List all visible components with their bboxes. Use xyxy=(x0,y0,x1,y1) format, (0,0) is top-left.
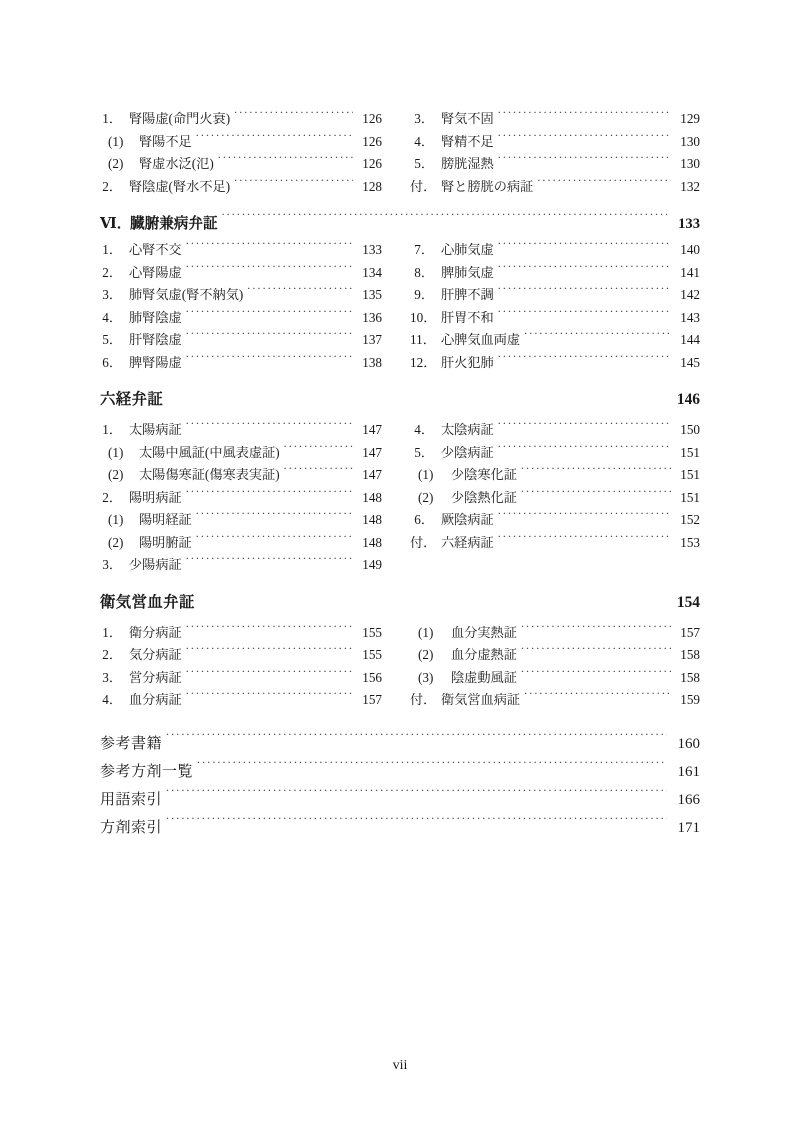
page-number: 126 xyxy=(362,111,382,126)
page-number: 155 xyxy=(362,647,382,662)
dot-leader xyxy=(186,646,353,659)
dot-leader xyxy=(186,556,353,569)
page-number: 141 xyxy=(680,264,700,280)
toc-entry[interactable] xyxy=(410,329,700,352)
table-of-contents xyxy=(100,108,700,842)
page-number: 151 xyxy=(680,444,700,460)
entry-label: 心脾気血両虚 xyxy=(441,332,521,347)
page-number: 147 xyxy=(362,422,382,437)
spacer xyxy=(100,198,700,204)
entry-number: 1． xyxy=(102,624,122,640)
entry-number: 4． xyxy=(102,692,122,707)
entry-number: (2) xyxy=(108,467,124,482)
toc-block-vi xyxy=(100,239,700,374)
entry-label: 太陰病証 xyxy=(441,422,494,437)
entry-label: 衛気営血病証 xyxy=(441,692,521,707)
toc-entry[interactable] xyxy=(100,644,382,667)
entry-number: (1) xyxy=(418,467,434,482)
toc-column-left xyxy=(100,108,400,198)
entry-label: 少陰熱化証 xyxy=(451,489,517,505)
page-number: 157 xyxy=(362,692,382,707)
toc-entry[interactable] xyxy=(410,307,700,330)
dot-leader xyxy=(186,263,353,276)
dot-leader xyxy=(186,691,353,704)
page-number: 153 xyxy=(680,534,700,550)
section-heading-vi[interactable] xyxy=(100,209,700,239)
page-number: 147 xyxy=(362,444,382,460)
dot-leader xyxy=(498,132,671,145)
section-heading-rokkeibensho[interactable] xyxy=(100,383,700,417)
entry-label: 太陽傷寒証(傷寒表実証) xyxy=(139,467,280,482)
dot-leader xyxy=(186,623,353,636)
page-number: 157 xyxy=(680,624,700,640)
entry-number: 付． xyxy=(410,692,437,707)
page-number: 158 xyxy=(680,669,700,685)
dot-leader xyxy=(498,110,671,123)
entry-number: 1． xyxy=(102,422,122,437)
page-number: 126 xyxy=(362,133,382,149)
page-number: 130 xyxy=(680,133,700,149)
entry-label: 腎精不足 xyxy=(441,133,494,149)
entry-label: 膀胱湿熱 xyxy=(441,156,494,171)
entry-label: 腎陰虚(腎水不足) xyxy=(129,178,231,194)
page-number: 148 xyxy=(362,512,382,527)
dot-leader xyxy=(498,533,671,546)
page-number: 144 xyxy=(680,332,700,347)
page-number: 151 xyxy=(680,489,700,505)
page-number: 137 xyxy=(362,332,382,347)
entry-label: 陰虚動風証 xyxy=(451,669,517,685)
toc-entry[interactable] xyxy=(100,689,382,712)
entry-label: 腎虚水泛(氾) xyxy=(139,156,214,171)
page-number: 145 xyxy=(680,354,700,370)
toc-entry[interactable] xyxy=(100,307,382,330)
backmatter-entry[interactable] xyxy=(100,786,700,814)
entry-number: 9． xyxy=(414,287,434,302)
page-number: 129 xyxy=(680,111,700,126)
dot-leader xyxy=(284,466,353,479)
page-number: 148 xyxy=(362,489,382,505)
toc-entry[interactable] xyxy=(100,153,382,176)
toc-entry[interactable] xyxy=(410,352,700,375)
entry-label: 腎陽虚(命門火衰) xyxy=(129,111,231,126)
entry-label: 脾腎陽虚 xyxy=(129,354,182,370)
dot-leader xyxy=(498,263,671,276)
toc-entry[interactable] xyxy=(410,644,700,667)
section-label: 衛気営血弁証 xyxy=(100,593,195,611)
toc-column-right xyxy=(400,108,700,198)
entry-label: 気分病証 xyxy=(129,647,182,662)
page-number: 136 xyxy=(362,309,382,325)
backmatter-entry[interactable] xyxy=(100,758,700,786)
entry-label: 腎と膀胱の病証 xyxy=(441,178,534,194)
page-number: 148 xyxy=(362,534,382,550)
dot-leader xyxy=(498,443,671,456)
section-label: 臓腑兼病弁証 xyxy=(130,216,218,232)
entry-label: 血分実熱証 xyxy=(451,624,517,640)
toc-entry[interactable] xyxy=(410,689,700,712)
page-number: 166 xyxy=(677,791,700,808)
entry-number: 4． xyxy=(414,422,434,437)
toc-entry[interactable] xyxy=(100,419,382,442)
page-number: 171 xyxy=(677,819,700,836)
toc-column-left xyxy=(100,419,400,577)
toc-column-right xyxy=(400,622,700,712)
entry-number: 8． xyxy=(414,264,434,280)
dot-leader xyxy=(167,389,667,404)
dot-leader xyxy=(199,591,667,606)
dot-leader xyxy=(186,308,353,321)
entry-number: 1． xyxy=(102,111,122,126)
page-number: 130 xyxy=(680,156,700,171)
entry-label: 心腎陽虚 xyxy=(129,264,182,280)
dot-leader xyxy=(186,421,353,434)
toc-column-right xyxy=(400,419,700,577)
entry-number: 4． xyxy=(414,133,434,149)
entry-label: 肝胃不和 xyxy=(441,309,494,325)
toc-entry[interactable] xyxy=(100,622,382,645)
page-number: 149 xyxy=(362,557,382,572)
entry-number: 2． xyxy=(102,264,122,280)
entry-label: 陽明病証 xyxy=(129,489,182,505)
dot-leader xyxy=(537,177,671,190)
page-number: 140 xyxy=(680,242,700,257)
page-number: 159 xyxy=(680,692,700,707)
toc-entry[interactable] xyxy=(410,464,700,487)
toc-block-eiki xyxy=(100,622,700,712)
entry-number: (1) xyxy=(418,624,434,640)
dot-leader xyxy=(498,155,671,168)
dot-leader xyxy=(186,353,353,366)
toc-entry[interactable] xyxy=(410,442,700,465)
section-heading-eikieiketsu[interactable] xyxy=(100,586,700,620)
toc-entry[interactable] xyxy=(410,532,700,555)
dot-leader xyxy=(524,331,671,344)
dot-leader xyxy=(247,286,353,299)
entry-label: 腎気不固 xyxy=(441,111,494,126)
dot-leader xyxy=(186,241,353,254)
toc-entry[interactable] xyxy=(100,329,382,352)
dot-leader xyxy=(234,177,353,190)
entry-number: (2) xyxy=(108,156,124,171)
toc-entry[interactable] xyxy=(410,176,700,199)
dot-leader xyxy=(166,789,667,804)
dot-leader xyxy=(186,668,353,681)
page-number: 161 xyxy=(677,763,700,780)
dot-leader xyxy=(498,421,671,434)
toc-entry[interactable] xyxy=(410,622,700,645)
toc-block-rokkei xyxy=(100,419,700,577)
page-number: 126 xyxy=(362,156,382,171)
toc-entry[interactable] xyxy=(410,131,700,154)
dot-leader xyxy=(498,511,671,524)
toc-entry[interactable] xyxy=(100,176,382,199)
entry-label: 衛分病証 xyxy=(129,624,182,640)
entry-label: 参考書籍 xyxy=(100,735,163,752)
dot-leader xyxy=(284,443,353,456)
dot-leader xyxy=(234,110,353,123)
entry-number: 6． xyxy=(102,354,122,370)
toc-entry[interactable] xyxy=(100,464,382,487)
section-label: 六経弁証 xyxy=(100,391,164,408)
entry-label: 脾肺気虚 xyxy=(441,264,494,280)
page-number: 158 xyxy=(680,647,700,662)
toc-entry[interactable] xyxy=(410,284,700,307)
dot-leader xyxy=(498,241,671,254)
dot-leader xyxy=(196,132,353,145)
dot-leader xyxy=(186,331,353,344)
page-number: 147 xyxy=(362,467,382,482)
entry-number: 11． xyxy=(410,332,436,347)
page-number: 150 xyxy=(680,422,700,437)
entry-label: 肺腎陰虚 xyxy=(129,309,182,325)
entry-number: 2． xyxy=(102,489,122,505)
entry-label: 参考方剤一覧 xyxy=(100,763,194,780)
entry-number: (2) xyxy=(108,534,124,550)
entry-label: 太陽中風証(中風表虚証) xyxy=(139,444,280,460)
page-number: 146 xyxy=(676,391,700,408)
toc-entry[interactable] xyxy=(100,108,382,131)
page-number: 152 xyxy=(680,512,700,527)
toc-entry[interactable] xyxy=(100,487,382,510)
entry-label: 厥陰病証 xyxy=(441,512,494,527)
entry-number: (3) xyxy=(418,669,434,685)
dot-leader xyxy=(521,466,671,479)
entry-label: 肝火犯肺 xyxy=(441,354,494,370)
entry-number: 2． xyxy=(102,647,122,662)
entry-label: 肺腎気虚(腎不納気) xyxy=(129,287,244,302)
entry-number: (1) xyxy=(108,512,124,527)
dot-leader xyxy=(521,623,671,636)
entry-label: 肝脾不調 xyxy=(441,287,494,302)
entry-number: 5． xyxy=(414,156,434,171)
toc-entry[interactable] xyxy=(410,239,700,262)
toc-entry[interactable] xyxy=(100,352,382,375)
dot-leader xyxy=(498,286,671,299)
entry-label: 血分病証 xyxy=(129,692,182,707)
entry-number: 5． xyxy=(414,444,434,460)
entry-label: 方剤索引 xyxy=(100,819,163,836)
dot-leader xyxy=(166,733,667,748)
entry-number: (1) xyxy=(108,444,124,460)
entry-label: 心肺気虚 xyxy=(441,242,494,257)
toc-entry[interactable] xyxy=(410,108,700,131)
dot-leader xyxy=(524,691,671,704)
dot-leader xyxy=(196,511,353,524)
page-number: 154 xyxy=(676,593,700,611)
section-number: Ⅵ． xyxy=(100,216,132,232)
dot-leader xyxy=(196,533,353,546)
entry-label: 太陽病証 xyxy=(129,422,182,437)
page-folio: vii xyxy=(392,1058,408,1073)
toc-backmatter xyxy=(100,730,700,842)
entry-label: 心腎不交 xyxy=(129,242,182,257)
entry-number: 付． xyxy=(410,178,437,194)
toc-entry[interactable] xyxy=(100,262,382,285)
entry-label: 少陰病証 xyxy=(441,444,494,460)
entry-label: 六経病証 xyxy=(441,534,494,550)
backmatter-entry[interactable] xyxy=(100,730,700,758)
page-number: 156 xyxy=(362,669,382,685)
entry-number: 12． xyxy=(410,354,437,370)
page-number: 142 xyxy=(680,287,700,302)
entry-number: 3． xyxy=(102,287,122,302)
entry-number: 3． xyxy=(102,557,122,572)
dot-leader xyxy=(521,668,671,681)
dot-leader xyxy=(521,646,671,659)
page-number: 134 xyxy=(362,264,382,280)
page-number: 135 xyxy=(362,287,382,302)
entry-number: 1． xyxy=(102,242,122,257)
entry-number: 4． xyxy=(102,309,122,325)
toc-column-left xyxy=(100,622,400,712)
entry-number: 5． xyxy=(102,332,122,347)
entry-label: 陽明経証 xyxy=(139,512,192,527)
entry-number: (2) xyxy=(418,647,434,662)
entry-label: 腎陽不足 xyxy=(139,133,192,149)
toc-entry[interactable] xyxy=(410,667,700,690)
entry-label: 肝腎陰虚 xyxy=(129,332,182,347)
toc-column-right xyxy=(400,239,700,374)
toc-entry[interactable] xyxy=(410,487,700,510)
page-number: 160 xyxy=(677,735,700,752)
entry-number: 6． xyxy=(414,512,434,527)
backmatter-entry[interactable] xyxy=(100,814,700,842)
entry-number: (1) xyxy=(108,133,124,149)
page-number: 138 xyxy=(362,354,382,370)
entry-label: 用語索引 xyxy=(100,791,163,808)
page-number: 155 xyxy=(362,624,382,640)
entry-number: 7． xyxy=(414,242,434,257)
entry-label: 陽明腑証 xyxy=(139,534,192,550)
dot-leader xyxy=(166,817,667,832)
toc-entry[interactable] xyxy=(100,554,382,577)
entry-label: 血分虚熱証 xyxy=(451,647,517,662)
toc-entry[interactable] xyxy=(410,419,700,442)
entry-number: 10． xyxy=(410,309,437,325)
toc-entry[interactable] xyxy=(410,153,700,176)
toc-entry[interactable] xyxy=(410,262,700,285)
page-number: 133 xyxy=(678,216,700,232)
entry-number: 3． xyxy=(414,111,434,126)
toc-entry[interactable] xyxy=(100,667,382,690)
page-number: 151 xyxy=(680,467,700,482)
page-number: 133 xyxy=(362,242,382,257)
toc-entry[interactable] xyxy=(100,131,382,154)
toc-entry[interactable] xyxy=(100,442,382,465)
page-number: 132 xyxy=(680,178,700,194)
toc-entry[interactable] xyxy=(100,239,382,262)
toc-block-kidney xyxy=(100,108,700,198)
entry-label: 営分病証 xyxy=(129,669,182,685)
entry-number: 付． xyxy=(410,534,437,550)
entry-number: 3． xyxy=(102,669,122,685)
dot-leader xyxy=(186,488,353,501)
dot-leader xyxy=(498,308,671,321)
dot-leader xyxy=(498,353,671,366)
page-number: 128 xyxy=(362,178,382,194)
toc-column-left xyxy=(100,239,400,374)
entry-label: 少陽病証 xyxy=(129,557,182,572)
page-number: 143 xyxy=(680,309,700,325)
toc-entry[interactable] xyxy=(100,284,382,307)
dot-leader xyxy=(521,488,671,501)
toc-entry[interactable] xyxy=(100,509,382,532)
dot-leader xyxy=(218,155,353,168)
entry-number: (2) xyxy=(418,489,434,505)
dot-leader xyxy=(197,761,667,776)
toc-entry[interactable] xyxy=(410,509,700,532)
toc-entry[interactable] xyxy=(100,532,382,555)
dot-leader xyxy=(222,213,667,228)
entry-number: 2． xyxy=(102,178,122,194)
entry-label: 少陰寒化証 xyxy=(451,467,517,482)
